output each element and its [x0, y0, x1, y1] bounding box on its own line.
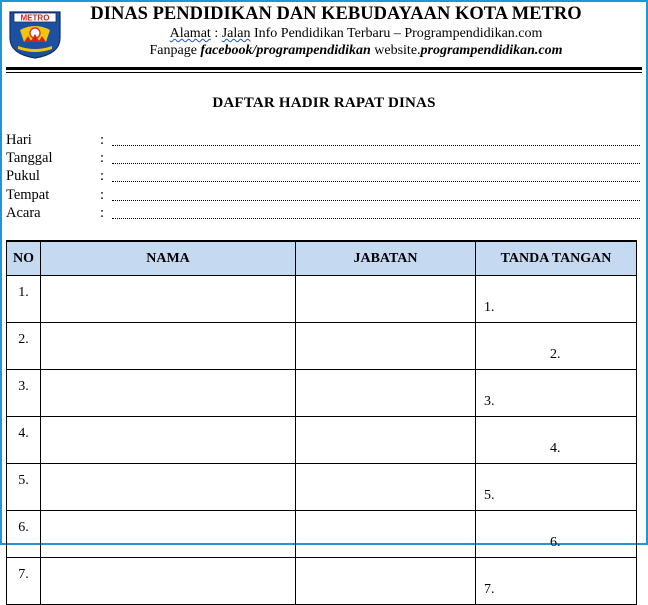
position-cell[interactable] — [296, 370, 476, 417]
address-label: Alamat — [169, 26, 211, 41]
header-tanda-tangan: TANDA TANGAN — [476, 241, 637, 276]
field-label: Tanggal — [6, 150, 53, 166]
signature-number: 6. — [550, 534, 561, 550]
row-number: 5. — [7, 464, 41, 511]
name-cell[interactable] — [41, 511, 296, 558]
document-title: DAFTAR HADIR RAPAT DINAS — [212, 95, 436, 111]
fanpage-label: Fanpage — [149, 43, 201, 58]
header-no: NO — [7, 241, 41, 276]
table-row — [7, 511, 637, 558]
header-rule-thick — [6, 67, 642, 70]
signature-cell[interactable] — [476, 370, 637, 417]
field-label: Tempat — [6, 187, 50, 203]
field-hari[interactable] — [6, 132, 642, 150]
table-row — [7, 370, 637, 417]
website-label: website. — [370, 43, 421, 58]
position-cell[interactable] — [296, 323, 476, 370]
row-number: 4. — [7, 417, 41, 464]
agency-title: DINAS PENDIDIKAN DAN KEBUDAYAAN KOTA METRO — [90, 4, 582, 24]
name-cell[interactable] — [41, 558, 296, 605]
field-label: Hari — [6, 132, 32, 148]
position-cell[interactable] — [296, 511, 476, 558]
field-pukul[interactable] — [6, 168, 642, 186]
dotted-fill-line[interactable] — [112, 181, 640, 182]
signature-number: 5. — [484, 487, 495, 503]
dotted-fill-line[interactable] — [112, 163, 640, 164]
logo-text: METRO — [20, 13, 50, 23]
dotted-fill-line[interactable] — [112, 200, 640, 201]
signature-number: 4. — [550, 440, 561, 456]
field-colon: : — [100, 187, 105, 203]
field-tanggal[interactable] — [6, 150, 642, 168]
field-label: Pukul — [6, 168, 40, 184]
field-acara[interactable] — [6, 205, 642, 223]
name-cell[interactable] — [41, 417, 296, 464]
field-colon: : — [100, 168, 105, 184]
field-label: Acara — [6, 205, 41, 221]
table-row — [7, 276, 637, 323]
signature-number: 3. — [484, 393, 495, 409]
attendance-table — [6, 240, 637, 605]
table-row — [7, 417, 637, 464]
signature-number: 2. — [550, 346, 561, 362]
address-line — [76, 26, 636, 42]
row-number: 2. — [7, 323, 41, 370]
field-colon: : — [100, 132, 105, 148]
row-number: 7. — [7, 558, 41, 605]
signature-cell[interactable] — [476, 511, 637, 558]
name-cell[interactable] — [41, 370, 296, 417]
signature-number: 1. — [484, 299, 495, 315]
website-link[interactable]: programpendidikan.com — [420, 43, 563, 58]
header-nama: NAMA — [41, 241, 296, 276]
table-row — [7, 323, 637, 370]
row-number: 6. — [7, 511, 41, 558]
signature-cell[interactable] — [476, 276, 637, 323]
field-colon: : — [100, 150, 105, 166]
name-cell[interactable] — [41, 464, 296, 511]
metro-emblem-logo — [6, 8, 64, 60]
position-cell[interactable] — [296, 558, 476, 605]
table-row — [7, 464, 637, 511]
signature-cell[interactable] — [476, 323, 637, 370]
signature-cell[interactable] — [476, 464, 637, 511]
row-number: 3. — [7, 370, 41, 417]
header-rule-thin — [6, 72, 642, 73]
signature-cell[interactable] — [476, 417, 637, 464]
fanpage-link[interactable]: facebook/programpendidikan — [200, 43, 371, 58]
position-cell[interactable] — [296, 276, 476, 323]
address-separator: : — [210, 26, 222, 41]
dotted-fill-line[interactable] — [112, 145, 640, 146]
table-header-row — [7, 241, 637, 276]
field-colon: : — [100, 205, 105, 221]
name-cell[interactable] — [41, 323, 296, 370]
address-rest: Info Pendidikan Terbaru – Programpendidikan.com — [250, 26, 543, 41]
table-row — [7, 558, 637, 605]
signature-cell[interactable] — [476, 558, 637, 605]
signature-number: 7. — [484, 581, 495, 597]
fanpage-line — [76, 43, 636, 59]
dotted-fill-line[interactable] — [112, 218, 640, 219]
row-number: 1. — [7, 276, 41, 323]
position-cell[interactable] — [296, 464, 476, 511]
header-jabatan: JABATAN — [296, 241, 476, 276]
field-tempat[interactable] — [6, 187, 642, 205]
position-cell[interactable] — [296, 417, 476, 464]
name-cell[interactable] — [41, 276, 296, 323]
address-street: Jalan — [221, 26, 251, 41]
